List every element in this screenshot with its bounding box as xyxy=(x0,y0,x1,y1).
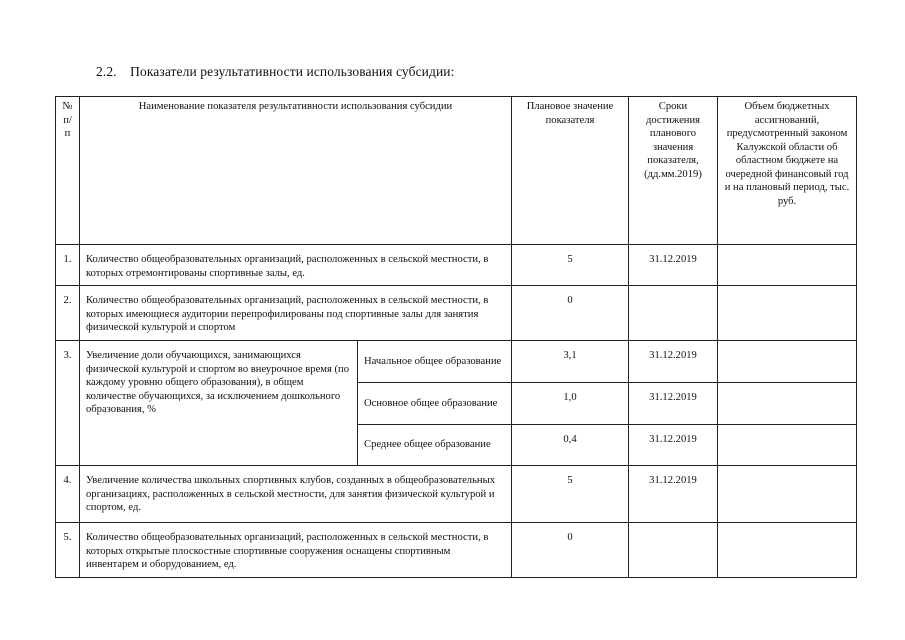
row-name: Увеличение количества школьных спортивных клубов, созданных в общеобразовательных организациях, расположенных в сельской местности, для занятия физической культурой и спортом, ед. xyxy=(80,466,512,523)
table-row xyxy=(56,466,857,523)
sub-budget xyxy=(718,383,857,425)
row-no: 2. xyxy=(56,286,80,341)
table-row xyxy=(56,245,857,286)
row-no: 1. xyxy=(56,245,80,286)
header-plan: Плановое значение показателя xyxy=(512,97,629,245)
row-budget xyxy=(718,466,857,523)
table-row xyxy=(56,341,857,383)
row-deadline: 31.12.2019 xyxy=(629,245,718,286)
section-title: Показатели результативности использования субсидии: xyxy=(130,64,455,79)
sub-level: Среднее общее образование xyxy=(358,425,512,466)
sub-deadline: 31.12.2019 xyxy=(629,341,718,383)
row-budget xyxy=(718,286,857,341)
row-budget xyxy=(718,245,857,286)
sub-plan: 0,4 xyxy=(512,425,629,466)
table-row xyxy=(56,523,857,578)
row-deadline xyxy=(629,286,718,341)
header-name: Наименование показателя результативности использования субсидии xyxy=(80,97,512,245)
row-plan: 5 xyxy=(512,245,629,286)
section-number: 2.2. xyxy=(96,64,117,79)
sub-plan: 3,1 xyxy=(512,341,629,383)
row-plan: 5 xyxy=(512,466,629,523)
row-no: 5. xyxy=(56,523,80,578)
sub-plan: 1,0 xyxy=(512,383,629,425)
sub-budget xyxy=(718,341,857,383)
row-deadline: 31.12.2019 xyxy=(629,466,718,523)
row-name: Количество общеобразовательных организаций, расположенных в сельской местности, в которых открытые плоскостные спортивные сооружения оснащены спортивным инвентарем и оборудованием, ед. xyxy=(80,523,512,578)
table-header-row xyxy=(56,97,857,245)
sub-level: Начальное общее образование xyxy=(358,341,512,383)
sub-deadline: 31.12.2019 xyxy=(629,425,718,466)
section-heading xyxy=(96,64,454,80)
header-deadline: Сроки достижения планового значения показателя, (дд.мм.2019) xyxy=(629,97,718,245)
row-no: 3. xyxy=(56,341,80,466)
row-name: Увеличение доли обучающихся, занимающихся физической культурой и спортом во внеурочное время (по каждому уровню общего образования), в общем количестве обучающихся, за исключением дошкольного образования, % xyxy=(80,341,358,466)
row-plan: 0 xyxy=(512,523,629,578)
row-no: 4. xyxy=(56,466,80,523)
sub-budget xyxy=(718,425,857,466)
row-budget xyxy=(718,523,857,578)
row-plan: 0 xyxy=(512,286,629,341)
header-budget: Объем бюджетных ассигнований, предусмотренный законом Калужской области об областном бюджете на очередной финансовый год и на плановый период, тыс. руб. xyxy=(718,97,857,245)
row-name: Количество общеобразовательных организаций, расположенных в сельской местности, в которых имеющиеся аудитории перепрофилированы под спортивные залы для занятия физической культурой и спортом xyxy=(80,286,512,341)
sub-deadline: 31.12.2019 xyxy=(629,383,718,425)
indicators-table xyxy=(55,96,857,578)
row-deadline xyxy=(629,523,718,578)
row-name: Количество общеобразовательных организаций, расположенных в сельской местности, в которых отремонтированы спортивные залы, ед. xyxy=(80,245,512,286)
sub-level: Основное общее образование xyxy=(358,383,512,425)
header-no: № п/п xyxy=(56,97,80,245)
table-row xyxy=(56,286,857,341)
